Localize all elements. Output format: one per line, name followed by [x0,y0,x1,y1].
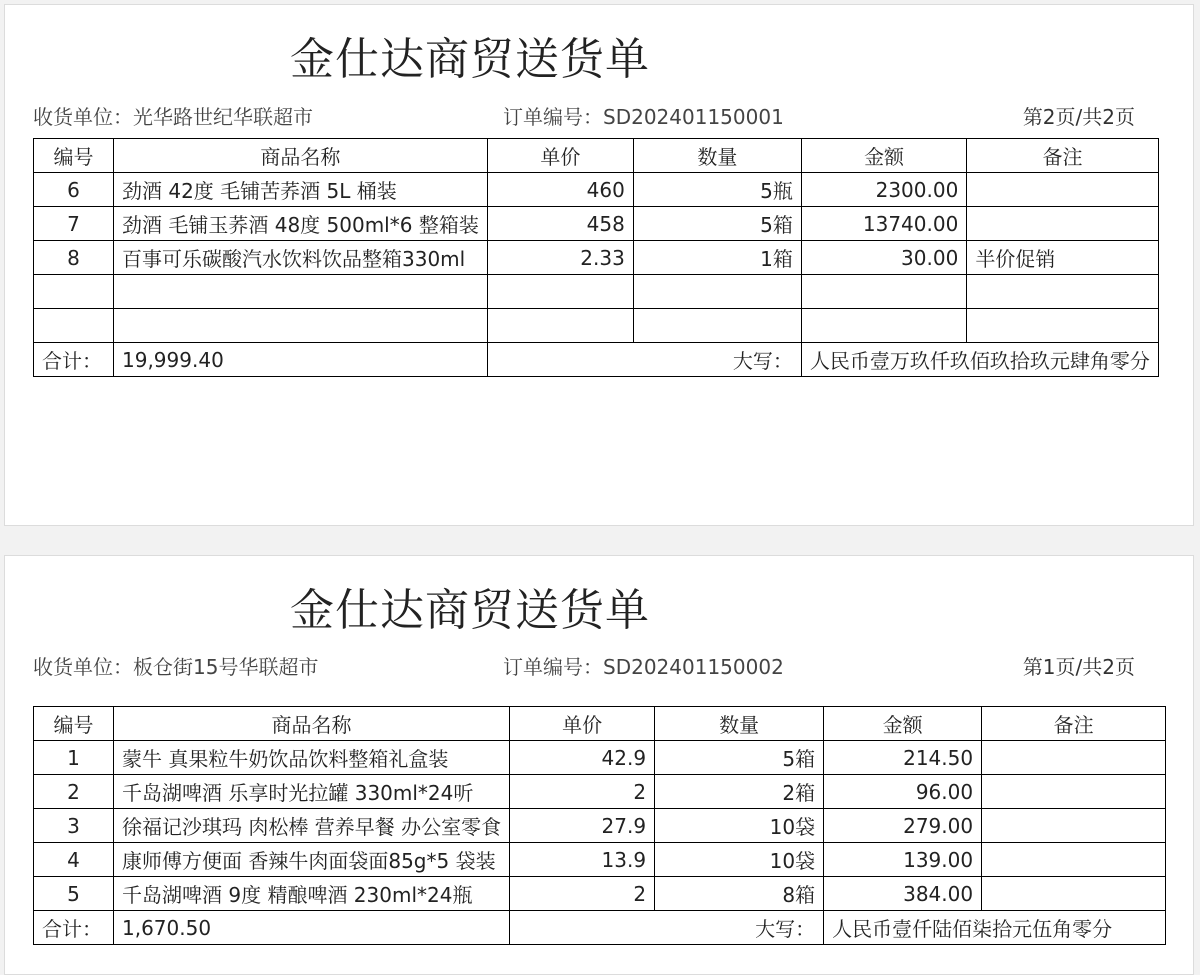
table-header-row [34,139,1159,173]
table-row [34,741,1166,775]
cell-remark [982,775,1166,809]
cell-price: 2.33 [487,241,633,275]
cell-no: 5 [34,877,114,911]
cell-remark [967,275,1159,309]
table-row [34,207,1159,241]
total-amount-in-words: 人民币壹万玖仟玖佰玖拾玖元肆角零分 [801,343,1158,377]
col-header-no: 编号 [34,139,114,173]
col-header-qty: 数量 [633,139,801,173]
col-header-name: 商品名称 [114,139,488,173]
cell-price [487,275,633,309]
receiver-value: 光华路世纪华联超市 [133,105,313,129]
table-row [34,775,1166,809]
order-info [503,651,784,680]
cell-amount: 279.00 [824,809,982,843]
col-header-amount: 金额 [824,707,982,741]
order-number: SD202401150002 [603,655,784,679]
table-row [34,843,1166,877]
cell-name [114,275,488,309]
delivery-note-sheet-2 [4,555,1194,975]
document-title: 金仕达商贸送货单 [290,585,650,636]
cell-no [34,275,114,309]
cell-name: 徐福记沙琪玛 肉松棒 营养早餐 办公室零食 [114,809,510,843]
cell-qty: 5箱 [633,207,801,241]
table-row [34,809,1166,843]
caps-label: 大写： [487,343,801,377]
cell-qty [633,275,801,309]
cell-name: 劲酒 42度 毛铺苦荞酒 5L 桶装 [114,173,488,207]
cell-name: 百事可乐碳酸汽水饮料饮品整箱330ml [114,241,488,275]
order-label: 订单编号： [503,105,603,129]
page-indicator: 第1页/共2页 [1022,655,1135,679]
cell-no: 4 [34,843,114,877]
table-row [34,173,1159,207]
cell-remark [967,207,1159,241]
cell-amount [801,309,966,343]
col-header-amount: 金额 [801,139,966,173]
col-header-name: 商品名称 [114,707,510,741]
caps-label: 大写： [510,911,824,945]
cell-qty: 10袋 [655,843,824,877]
cell-qty: 10袋 [655,809,824,843]
cell-name: 劲酒 毛铺玉荞酒 48度 500ml*6 整箱装 [114,207,488,241]
total-row [34,343,1159,377]
cell-remark [982,809,1166,843]
cell-qty: 1箱 [633,241,801,275]
receiver-label: 收货单位： [33,655,133,679]
cell-price: 27.9 [510,809,655,843]
col-header-price: 单价 [510,707,655,741]
cell-amount: 96.00 [824,775,982,809]
cell-price: 2 [510,775,655,809]
cell-no [34,309,114,343]
delivery-note-sheet-1 [4,4,1194,526]
receiver-info [33,651,318,680]
table-header-row [34,707,1166,741]
col-header-remark: 备注 [967,139,1159,173]
cell-amount: 214.50 [824,741,982,775]
cell-no: 7 [34,207,114,241]
cell-remark [982,877,1166,911]
document-title: 金仕达商贸送货单 [290,34,650,85]
cell-amount: 384.00 [824,877,982,911]
cell-remark [982,741,1166,775]
cell-no: 3 [34,809,114,843]
cell-amount: 139.00 [824,843,982,877]
cell-name: 康师傅方便面 香辣牛肉面袋面85g*5 袋装 [114,843,510,877]
col-header-remark: 备注 [982,707,1166,741]
order-number: SD202401150001 [603,105,784,129]
cell-qty: 5瓶 [633,173,801,207]
col-header-price: 单价 [487,139,633,173]
total-amount: 1,670.50 [114,911,510,945]
cell-qty: 5箱 [655,741,824,775]
table-row [34,309,1159,343]
cell-price: 13.9 [510,843,655,877]
cell-no: 8 [34,241,114,275]
cell-name: 千岛湖啤酒 乐享时光拉罐 330ml*24听 [114,775,510,809]
total-label: 合计： [34,911,114,945]
cell-price: 460 [487,173,633,207]
cell-price: 458 [487,207,633,241]
cell-amount [801,275,966,309]
table-row [34,275,1159,309]
cell-remark [982,843,1166,877]
cell-qty: 8箱 [655,877,824,911]
cell-price: 42.9 [510,741,655,775]
order-label: 订单编号： [503,655,603,679]
cell-remark [967,309,1159,343]
total-amount: 19,999.40 [114,343,488,377]
total-amount-in-words: 人民币壹仟陆佰柒拾元伍角零分 [824,911,1166,945]
receiver-label: 收货单位： [33,105,133,129]
cell-no: 2 [34,775,114,809]
total-row [34,911,1166,945]
cell-remark [967,173,1159,207]
cell-amount: 13740.00 [801,207,966,241]
cell-no: 6 [34,173,114,207]
table-row [34,241,1159,275]
total-label: 合计： [34,343,114,377]
cell-qty: 2箱 [655,775,824,809]
table-row [34,877,1166,911]
cell-qty [633,309,801,343]
cell-remark: 半价促销 [967,241,1159,275]
col-header-no: 编号 [34,707,114,741]
cell-amount: 30.00 [801,241,966,275]
cell-name [114,309,488,343]
receiver-value: 板仓街15号华联超市 [133,655,319,679]
cell-price [487,309,633,343]
items-table [33,138,1159,377]
cell-price: 2 [510,877,655,911]
cell-amount: 2300.00 [801,173,966,207]
col-header-qty: 数量 [655,707,824,741]
cell-name: 千岛湖啤酒 9度 精酿啤酒 230ml*24瓶 [114,877,510,911]
cell-no: 1 [34,741,114,775]
order-info [503,101,784,130]
cell-name: 蒙牛 真果粒牛奶饮品饮料整箱礼盒装 [114,741,510,775]
items-table [33,706,1166,945]
page-indicator: 第2页/共2页 [1022,105,1135,129]
receiver-info [33,101,313,130]
